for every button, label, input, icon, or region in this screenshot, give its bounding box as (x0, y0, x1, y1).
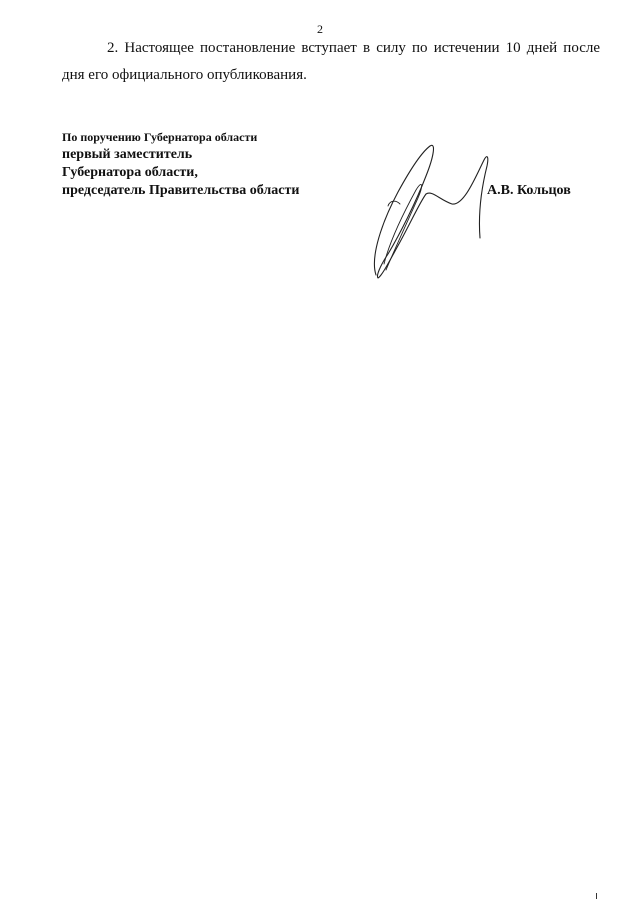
handwritten-signature (360, 142, 500, 287)
signer-name: А.В. Кольцов (487, 183, 571, 198)
paragraph-line-2: дня его официального опубликования. (62, 67, 307, 83)
signer-title-line-3: председатель Правительства области (62, 183, 300, 198)
signer-title-line-1: первый заместитель (62, 147, 193, 162)
signer-title-line-2: Губернатора области, (62, 165, 198, 180)
signature-stroke-tail (388, 201, 400, 206)
scan-mark (596, 893, 597, 899)
signature-authority-line: По поручению Губернатора области (62, 130, 258, 144)
page-number: 2 (317, 22, 323, 36)
paragraph-line-1: 2. Настоящее постановление вступает в силу по истечении 10 дней после (107, 40, 600, 56)
